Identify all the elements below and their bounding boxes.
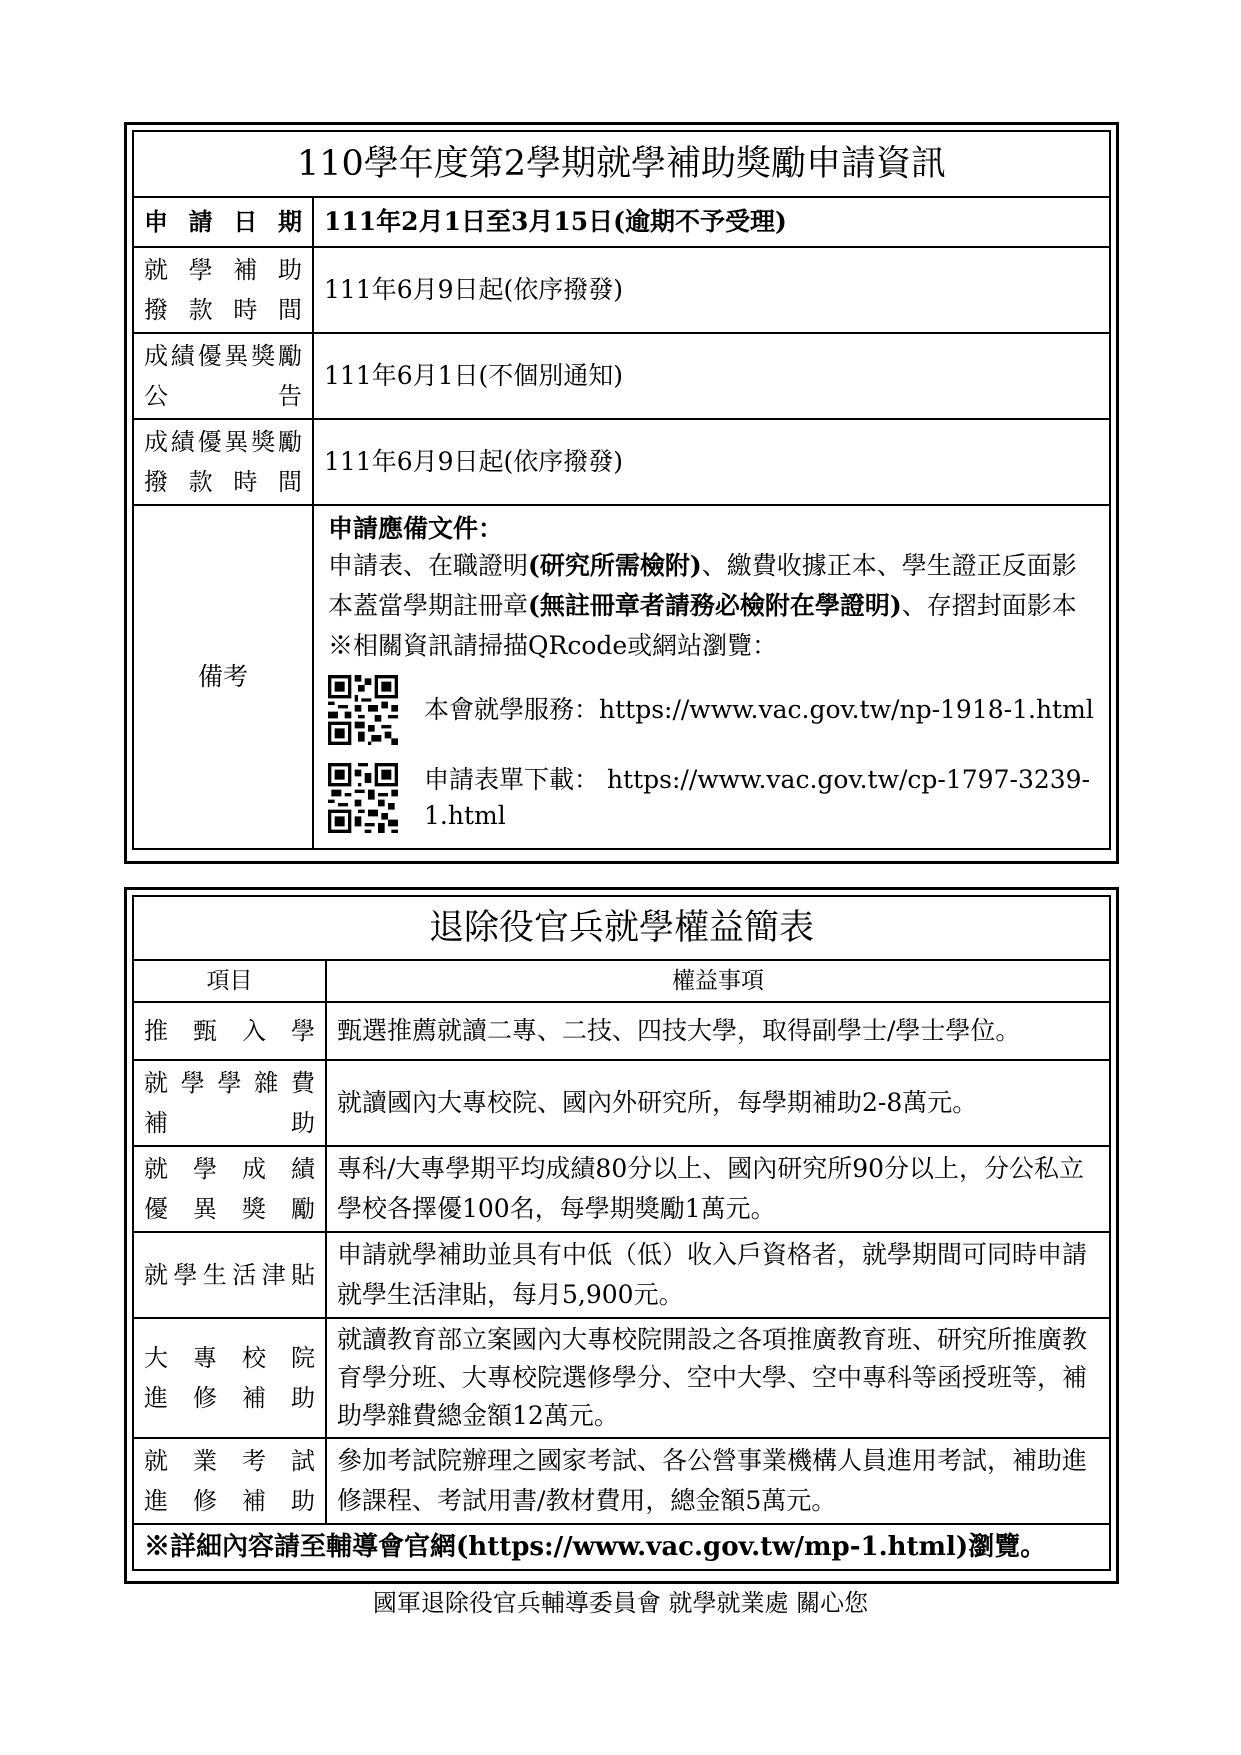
application-info-box [124,122,1119,864]
link-service[interactable]: 本會就學服務：https://www.vac.gov.tw/np-1918-1.html [424,695,1094,724]
rights-value-recommend: 甄選推薦就讀二專、二技、四技大學，取得副學士/學士學位。 [326,1002,1110,1060]
notes-label: 備考 [133,505,313,849]
row-label-subsidy-payment: 就 學 補 助 撥 款 時 間 [133,247,313,333]
rights-summary-box [124,887,1119,1584]
application-info-table [132,130,1111,850]
notes-line-1: 申請表、在職證明(研究所需檢附)、繳費收據正本、學生證正反面影 [328,551,1077,580]
row-label-apply-date: 申 請 日 期 [133,197,313,247]
row-value-award-announcement: 111年6月1日(不個別通知) [313,333,1110,419]
qr-row-service [328,666,1099,754]
rights-label-merit: 就 學 成 績 優 異 獎 勵 [133,1146,326,1232]
rights-value-tuition: 就讀國內大專校院、國內外研究所，每學期補助2-8萬元。 [326,1060,1110,1146]
col-header-rights: 權益事項 [326,960,1110,1002]
row-value-subsidy-payment: 111年6月9日起(依序撥發) [313,247,1110,333]
row-value-apply-date: 111年2月1日至3月15日(逾期不予受理) [313,197,1110,247]
row-value-award-payment: 111年6月9日起(依序撥發) [313,419,1110,505]
rights-label-college-study: 大 專 校 院 進 修 補 助 [133,1318,326,1438]
row-label-award-announcement: 成績優異獎勵 公 告 [133,333,313,419]
rights-value-merit: 專科/大專學期平均成績80分以上、國內研究所90分以上，分公私立學校各擇優100名，每學期獎勵1萬元。 [326,1146,1110,1232]
rights-summary-table [132,895,1111,1571]
page-footer: 國軍退除役官兵輔導委員會 就學就業處 關心您 [372,1589,869,1617]
rights-value-living-allowance: 申請就學補助並具有中低（低）收入戶資格者，就學期間可同時申請就學生活津貼，每月5,900元。 [326,1232,1110,1318]
notes-heading: 申請應備文件： [328,514,504,543]
rights-value-exam-study: 參加考試院辦理之國家考試、各公營事業機構人員進用考試，補助進修課程、考試用書/教材費用，總金額5萬元。 [326,1438,1110,1524]
rights-summary-title: 退除役官兵就學權益簡表 [133,896,1110,960]
rights-footer-note: ※詳細內容請至輔導會官網(https://www.vac.gov.tw/mp-1.html)瀏覽。 [133,1524,1110,1570]
qr-row-forms [328,754,1099,842]
col-header-item: 項目 [133,960,326,1002]
rights-label-recommend: 推 甄 入 學 [133,1002,326,1060]
rights-label-exam-study: 就 業 考 試 進 修 補 助 [133,1438,326,1524]
rights-label-tuition: 就學學雜費 補 助 [133,1060,326,1146]
row-label-award-payment: 成績優異獎勵 撥 款 時 間 [133,419,313,505]
rights-value-college-study: 就讀教育部立案國內大專校院開設之各項推廣教育班、研究所推廣教育學分班、大專校院選修學分、空中大學、空中專科等函授班等，補助學雜費總金額12萬元。 [326,1318,1110,1438]
qr-code-icon [328,675,398,745]
link-forms[interactable]: 申請表單下載： https://www.vac.gov.tw/cp-1797-3239-1.html [424,765,1091,830]
notes-line-3: ※相關資訊請掃描QRcode或網站瀏覽： [328,631,778,660]
rights-label-living-allowance: 就學生活津貼 [133,1232,326,1318]
notes-content [313,505,1110,849]
application-info-title: 110學年度第2學期就學補助獎勵申請資訊 [133,131,1110,197]
qr-code-icon [328,763,398,833]
notes-line-2: 本蓋當學期註冊章(無註冊章者請務必檢附在學證明)、存摺封面影本 [328,591,1077,620]
